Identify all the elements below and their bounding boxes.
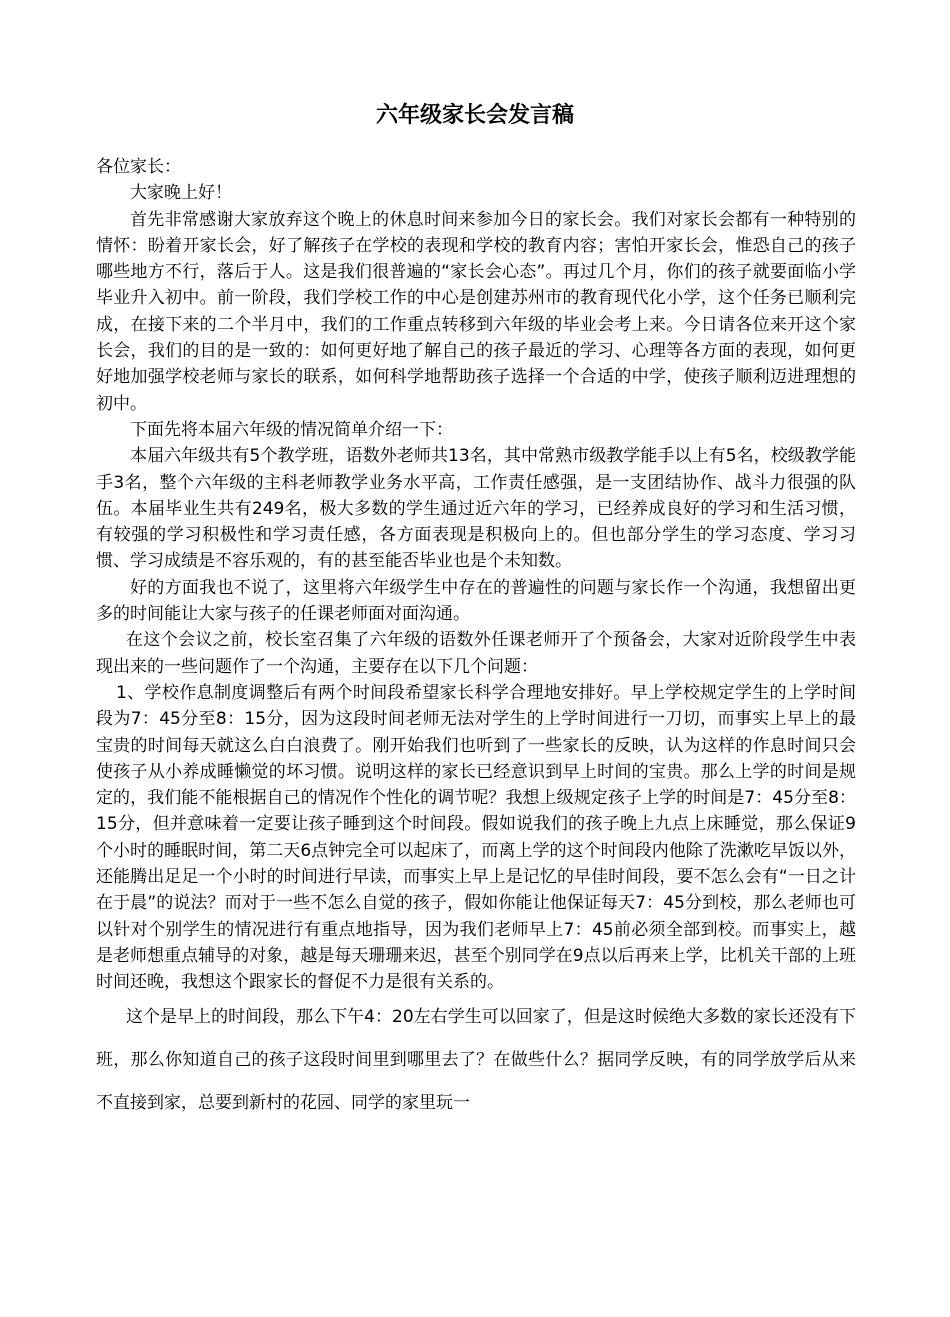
document-body	[96, 154, 856, 1125]
greeting: 大家晚上好！	[130, 183, 232, 204]
paragraph-class-info: 本届六年级共有5个教学班，语数外老师共13名，其中常熟市级教学能手以上有5名，校级教学能手3名，整个六年级的主科老师教学业务水平高，工作责任感强，是一支团结协作、战斗力很强的队伍。本届毕业生共有249名，极大多数的学生通过近六年的学习，已经养成良好的学习和生活习惯，有较强的学习积极性和学习责任感，各方面表现是积极向上的。但也部分学生的学习态度、学习习惯、学习成绩是不容乐观的，有的甚至能否毕业也是个未知数。	[96, 446, 856, 572]
paragraph-overview-lead: 下面先将本届六年级的情况简单介绍一下：	[130, 419, 453, 440]
salutation: 各位家长：	[96, 157, 181, 177]
paragraph-communication: 好的方面我也不说了，这里将六年级学生中存在的普遍性的问题与家长作一个沟通，我想留出更多的时间能让大家与孩子的任课老师面对面沟通。	[96, 577, 856, 625]
paragraph-intro: 首先非常感谢大家放弃这个晚上的休息时间来参加今日的家长会。我们对家长会都有一种特别的情怀：盼着开家长会，好了解孩子在学校的表现和学校的教育内容；害怕开家长会，惟恐自己的孩子哪些地方不行，落后于人。这是我们很普遍的“家长会心态”。再过几个月，你们的孩子就要面临小学毕业升入初中。前一阶段，我们学校工作的中心是创建苏州市的教育现代化小学，这个任务已顺利完成，在接下来的二个半月中，我们的工作重点转移到六年级的毕业会考上来。今日请各位来开这个家长会，我们的目的是一致的：如何更好地了解自己的孩子最近的学习、心理等各方面的表现，如何更好地加强学校老师与家长的联系，如何科学地帮助孩子选择一个合适的中学，使孩子顺利迈进理想的初中。	[96, 209, 856, 414]
document-title: 六年级家长会发言稿	[375, 102, 574, 128]
paragraph-meeting: 在这个会议之前，校长室召集了六年级的语数外任课老师开了个预备会，大家对近阶段学生中表现出来的一些问题作了一个沟通，主要存在以下几个问题：	[96, 630, 856, 677]
paragraph-issue-1: 1、学校作息制度调整后有两个时间段希望家长科学合理地安排好。早上学校规定学生的上学时间段为7：45分至8：15分，因为这段时间老师无法对学生的上学时间进行一刀切，而事实上早上的最宝贵的时间每天就这么白白浪费了。刚开始我们也听到了一些家长的反映，认为这样的作息时间只会使孩子从小养成睡懒觉的坏习惯。说明这样的家长已经意识到早上时间的宝贵。那么上学的时间是规定的，我们能不能根据自己的情况作个性化的调节呢？我想上级规定孩子上学的时间是7：45分至8：15分，但并意味着一定要让孩子睡到这个时间段。假如说我们的孩子晚上九点上床睡觉，那么保证9个小时的睡眠时间，第二天6点钟完全可以起床了，而离上学的这个时间段内他除了洗漱吃早饭以外，还能腾出足足一个小时的时间进行早读，而事实上早上是记忆的早佳时间段，要不怎么会有“一日之计在于晨”的说法？而对于一些不怎么自觉的孩子，假如你能让他保证每天7：45分到校，那么老师也可以针对个别学生的情况进行有重点地指导，因为我们老师早上7：45前必须全部到校。而事实上，越是老师想重点辅导的对象，越是每天珊珊来迟，甚至个别同学在9点以后再来上学，比机关干部的上班时间还晚，我想这个跟家长的督促不力是很有关系的。	[96, 682, 856, 993]
paragraph-afternoon: 这个是早上的时间段，那么下午4：20左右学生可以回家了，但是这时候绝大多数的家长还没有下班，那么你知道自己的孩子这段时间里到哪里去了？在做些什么？据同学反映，有的同学放学后从来不直接到家，总要到新村的花园、同学的家里玩一	[96, 1006, 856, 1113]
